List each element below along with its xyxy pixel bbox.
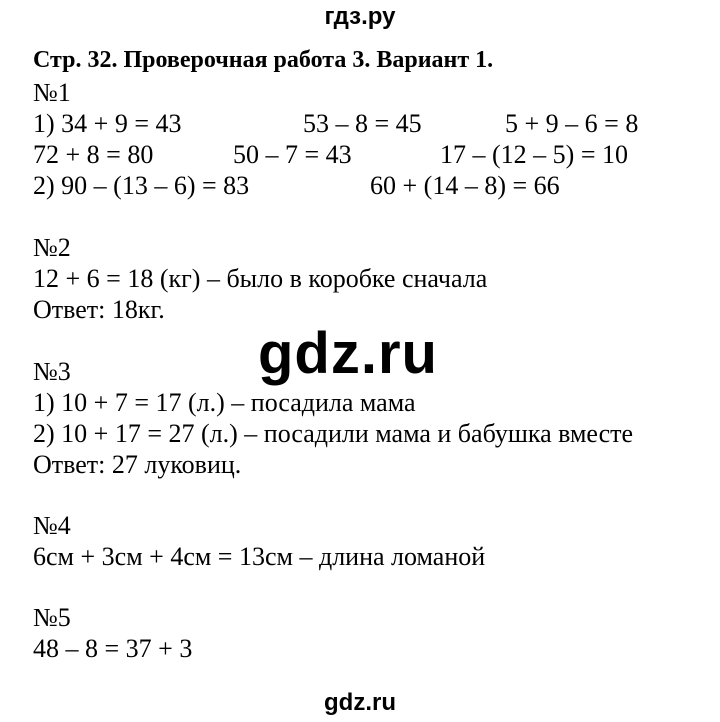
task5-label: №5: [33, 603, 71, 632]
task3-line1: 1) 10 + 7 = 17 (л.) – посадила мама: [33, 388, 416, 417]
task3-line2: 2) 10 + 17 = 27 (л.) – посадили мама и бабушка вместе: [33, 419, 634, 448]
page-title: Стр. 32. Проверочная работа 3. Вариант 1.: [33, 47, 494, 73]
task1-row2-col2: 50 – 7 = 43: [233, 140, 352, 169]
task1-row1-col1: 1) 34 + 9 = 43: [33, 109, 182, 138]
task1-row3-col1: 2) 90 – (13 – 6) = 83: [33, 171, 250, 200]
task2-line1: 12 + 6 = 18 (кг) – было в коробке сначала: [33, 264, 488, 293]
footer-site-name: gdz.ru: [324, 689, 396, 716]
task1-row3-col2: 60 + (14 – 8) = 66: [370, 171, 560, 200]
task5-line1: 48 – 8 = 37 + 3: [33, 634, 193, 663]
task1-row2-col1: 72 + 8 = 80: [33, 140, 154, 169]
task2-answer: Ответ: 18кг.: [33, 295, 165, 324]
header-site-name: гдз.ру: [324, 3, 396, 30]
task1-row1-col2: 53 – 8 = 45: [303, 109, 422, 138]
task1-row2-col3: 17 – (12 – 5) = 10: [440, 140, 628, 169]
task4-line1: 6см + 3см + 4см = 13см – длина ломаной: [33, 542, 486, 571]
task4-label: №4: [33, 511, 71, 540]
task1-row1-col3: 5 + 9 – 6 = 8: [505, 109, 639, 138]
watermark-text: gdz.ru: [258, 321, 438, 386]
task1-label: №1: [33, 78, 71, 107]
task3-answer: Ответ: 27 луковиц.: [33, 450, 242, 479]
task3-label: №3: [33, 357, 71, 386]
task2-label: №2: [33, 233, 71, 262]
